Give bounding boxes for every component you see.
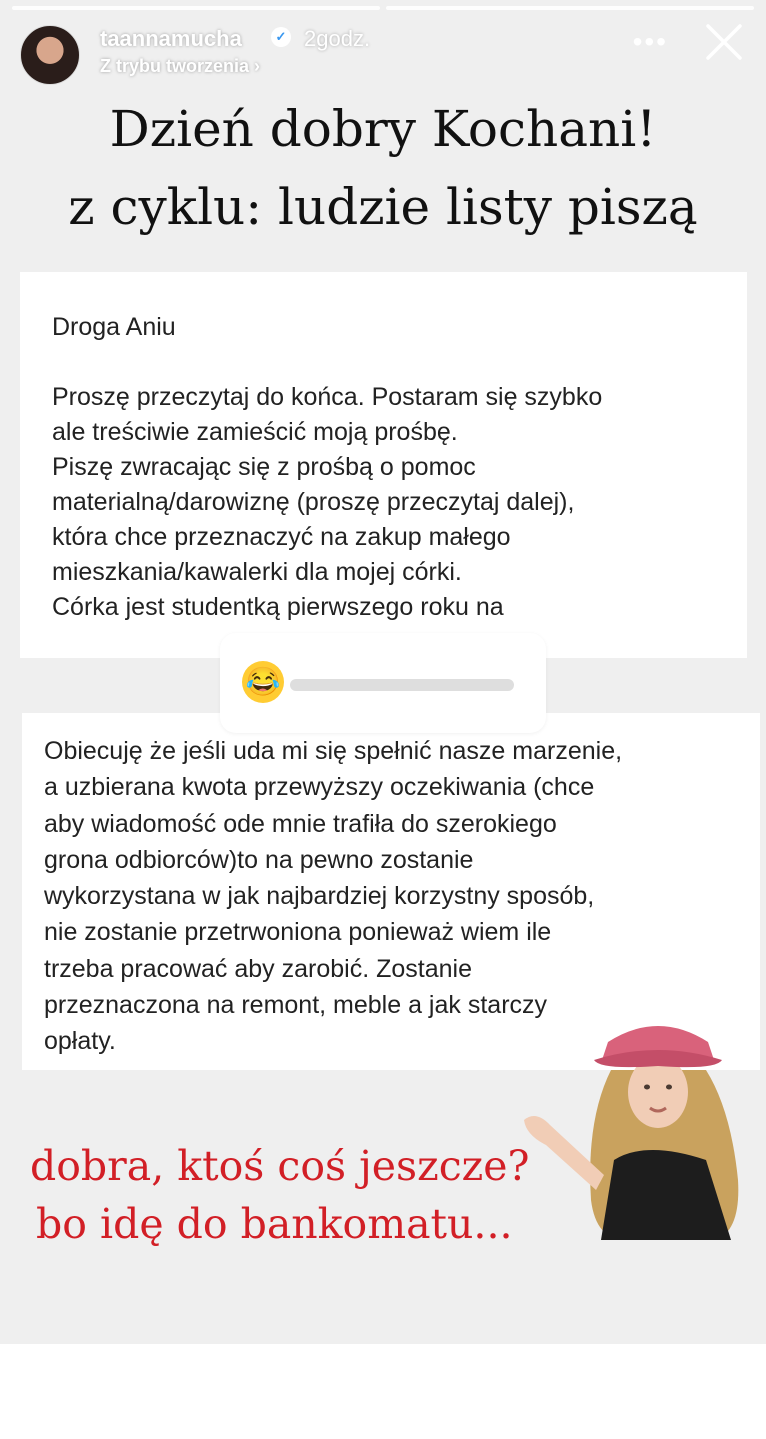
story-progress-bar (12, 6, 754, 10)
slider-track[interactable] (290, 679, 514, 691)
emoji-slider-sticker[interactable] (220, 633, 546, 733)
letter-greeting: Droga Aniu (52, 313, 176, 341)
letter-body-1 (52, 380, 732, 625)
cowgirl-sticker-image (516, 1000, 756, 1245)
chevron-right-icon: › (254, 56, 261, 76)
caption-line2: bo idę do bankomatu... (36, 1200, 513, 1248)
letter-line: Obiecuję że jeśli uda mi się spełnić nasze marzenie, (44, 737, 623, 765)
creation-mode-label: Z trybu tworzenia (100, 56, 250, 76)
progress-segment (12, 6, 380, 10)
progress-segment (386, 6, 754, 10)
letter-line: wykorzystana w jak najbardziej korzystny sposób, (44, 882, 595, 911)
story-title-line1: Dzień dobry Kochani! (109, 100, 657, 158)
letter-line: mieszkania/kawalerki dla mojej córki. (52, 558, 462, 586)
letter-line: materialną/darowiznę (proszę przeczytaj dalej), (52, 488, 575, 516)
creation-mode-link[interactable] (100, 56, 260, 77)
verified-badge-icon: ✓ (271, 27, 291, 47)
story-title-line2: z cyklu: ludzie listy piszą (68, 178, 698, 236)
letter-line: ale treściwie zamieścić moją prośbę. (52, 418, 458, 446)
laughing-emoji-icon[interactable]: 😂 (242, 661, 284, 703)
letter-line: a uzbierana kwota przewyższy oczekiwania (chce (44, 773, 595, 802)
avatar[interactable] (20, 25, 80, 85)
letter-line: grona odbiorców)to na pewno zostanie (44, 845, 474, 874)
username[interactable]: taannamucha (100, 26, 242, 51)
letter-line: Proszę przeczytaj do końca. Postaram się szybko (52, 383, 603, 411)
story-header (20, 22, 746, 82)
letter-line: przeznaczona na remont, meble a jak starczy (44, 991, 548, 1020)
letter-line: Piszę zwracając się z prośbą o pomoc (52, 453, 476, 481)
caption-line1: dobra, ktoś coś jeszcze? (30, 1142, 530, 1190)
more-icon[interactable]: ••• (632, 26, 668, 57)
letter-line: która chce przeznaczyć na zakup małego (52, 523, 511, 551)
post-time: 2godz. (304, 26, 371, 51)
letter-line: nie zostanie przetrwoniona ponieważ wiem ile (44, 918, 552, 947)
letter-screenshot-1 (20, 272, 747, 658)
letter-line: trzeba pracować aby zarobić. Zostanie (44, 954, 472, 983)
close-icon[interactable] (702, 20, 746, 64)
letter-line: Córka jest studentką pierwszego roku na (52, 593, 504, 621)
letter-line: opłaty. (44, 1027, 116, 1056)
letter-line: aby wiadomość ode mnie trafiła do szerokiego (44, 809, 557, 838)
